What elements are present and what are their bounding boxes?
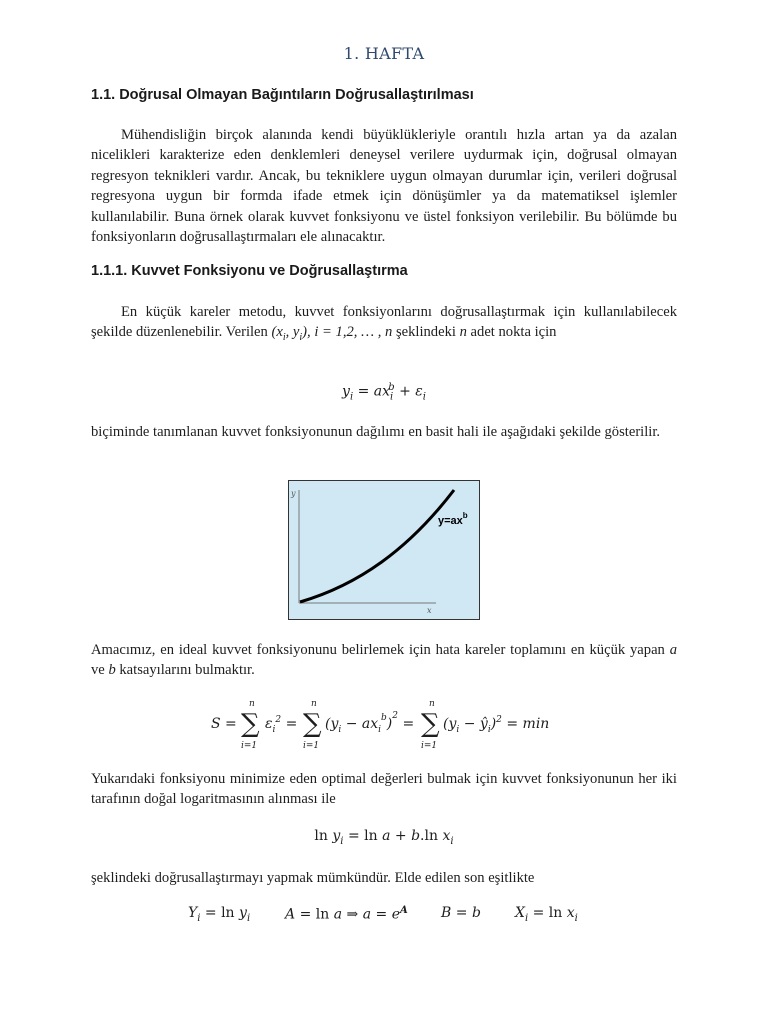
figure-background [289,481,480,620]
x-axis-label: x [427,606,432,615]
intro-paragraph: Mühendisliğin birçok alanında kendi büyüklükleriyle orantılı hızla artan ya da azalan nicelikleri karakterize eden denklemleri deneysel verilere uydurmak için, doğrusal olmayan regresyon teknikleri vardır. Ancak, bu tekniklere uygun olmayan durumlar için, verileri doğrusal regresyona uygun bir formda ifade etmek için dönüşümler ya da matematiksel işlemler kullanılabilir. Buna örnek olarak kuvvet fonksiyonu ve üstel fonksiyon verilebilir. Bu bölümde bu fonksiyonların doğrusallaştırmaları ele alınacaktır. [91,127,677,246]
eq-text: $\varepsilon_i^2$ = [265,715,298,735]
log-equation: $\ln y_i = \ln a + b.\ln$ $x_i$ [314,828,454,847]
eq-limit: i=1 [303,741,320,751]
paragraph-text: katsayılarını bulmaktır. [115,662,255,679]
eq-limit: n [311,699,317,709]
math-inline-pairs: ($x_i$, $y_i$), i = 1,2, … , n [271,324,393,344]
linearization-paragraph: şeklindeki doğrusallaştırmayı yapmak mümkündür. Elde edilen son eşitlikte [91,870,535,886]
power-function-figure [288,480,480,620]
eq-text: ($y_i$ − $ŷ_i)^2 = \min$ [443,715,550,735]
power-function-equation: $y_i = ax_i^b + \varepsilon_i$ [342,382,426,403]
description-paragraph: biçiminde tanımlanan kuvvet fonksiyonunun dağılımı en basit hali ile aşağıdaki şekilde gösterilir. [91,424,661,440]
math-inline-b: b [108,662,116,679]
y-axis-label: y [291,489,296,498]
paragraph-text: ve [91,662,109,679]
section-heading-1-1-1: 1.1.1. Kuvvet Fonksiyonu ve Doğrusallaştırma [91,263,408,279]
A-definition: A = ln a ⇒ $a = e^A$ [285,905,408,923]
page-title: 1. HAFTA [343,44,425,63]
sigma-symbol: ∑ [241,709,260,739]
eq-text: $(y_i - ax_i^b)^2$ = [325,711,415,735]
Y-definition: $Y_i = \ln y_i$ [188,905,251,924]
power-function-paragraph [91,302,677,349]
paragraph-text: En küçük kareler metodu, kuvvet fonksiyonlarını doğrusallaştırmak için kullanılabilecek şekilde düzenlenebilir. Verilen [91,304,677,341]
sigma-symbol: ∑ [303,709,322,739]
paragraph-text: Amacımız, en ideal kuvvet fonksiyonunu belirlemek için hata kareler toplamını en küçük yapan [91,642,670,658]
eq-limit: n [249,699,255,709]
paragraph-text: şeklindeki [392,324,460,341]
eq-limit: n [429,699,435,709]
eq-limit: i=1 [421,741,438,751]
X-definition: $X_i = \ln x_i$ [515,905,578,924]
curve-label: $y=ax^b$ [438,511,468,527]
B-definition: B = b [441,905,481,921]
objective-paragraph [91,640,677,681]
minimize-paragraph: Yukarıdaki fonksiyonu minimize eden optimal değerleri bulmak için kuvvet fonksiyonunun her iki tarafının doğal logaritmasının alınması ile [91,771,677,808]
sigma-symbol: ∑ [421,709,440,739]
eq-limit: i=1 [241,741,258,751]
sum-of-squares-equation [211,696,561,752]
section-heading-1-1: 1.1. Doğrusal Olmayan Bağıntıların Doğrusallaştırılması [91,87,474,103]
eq-text: S = [211,716,237,732]
paragraph-text: adet nokta için [466,324,557,341]
math-inline-n: n [459,324,467,341]
math-inline-a: a [669,642,677,658]
